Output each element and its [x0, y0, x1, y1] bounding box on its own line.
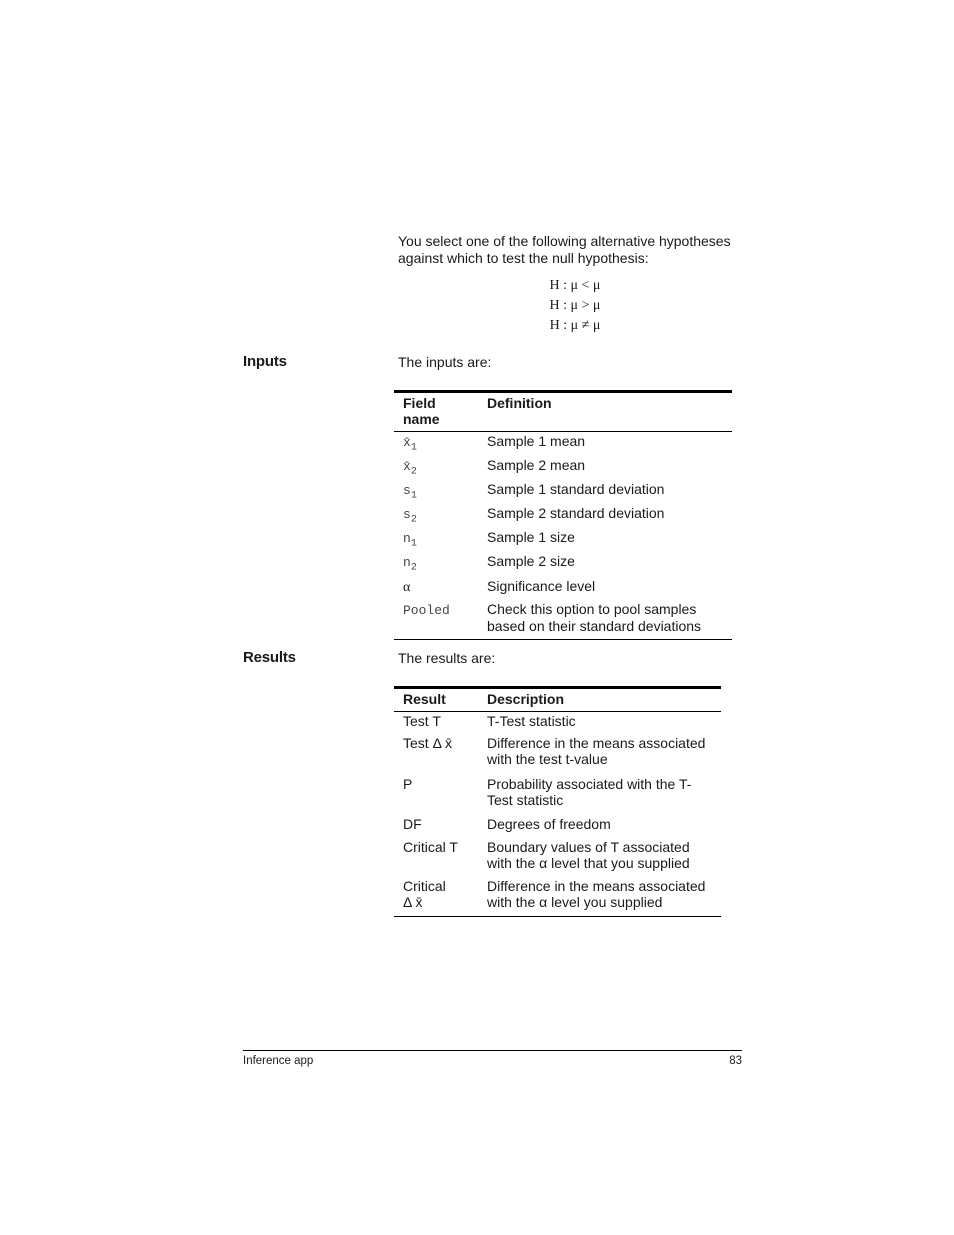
- table-row: [394, 839, 721, 878]
- field-cell: $x̄_2$: [403, 459, 417, 478]
- inputs-table-header: [394, 392, 732, 432]
- result-cell: Critical T: [403, 838, 458, 855]
- hypothesis-less: H : μ < μ: [549, 278, 601, 293]
- results-col-description: Description: [478, 688, 721, 712]
- table-row: [394, 878, 721, 917]
- table-row: [394, 505, 732, 529]
- table-row: [394, 776, 721, 816]
- footer-rule: [243, 1050, 742, 1051]
- definition-cell: Sample 2 mean: [487, 457, 586, 474]
- field-cell: Pooled: [394, 601, 478, 640]
- result-cell: Test Δ x̄: [403, 734, 453, 751]
- table-row: [394, 529, 732, 553]
- definition-cell: Sample 2 size: [487, 553, 575, 570]
- footer-section-name: Inference app: [243, 1055, 314, 1067]
- intro-paragraph: [398, 233, 738, 267]
- results-lead: The results are:: [398, 650, 496, 666]
- intro-line-1: You select one of the following alternative hypotheses: [398, 233, 731, 249]
- description-cell: T-Test statistic: [487, 713, 576, 729]
- definition-cell: Sample 1 standard deviation: [487, 481, 665, 498]
- result-cell: Test T: [403, 713, 441, 729]
- definition-cell: Significance level: [487, 577, 596, 594]
- result-cell: DF: [403, 815, 422, 832]
- results-table: [394, 686, 721, 917]
- definition-cell: Check this option to pool samples based on their standard deviations: [478, 601, 732, 640]
- intro-line-2: against which to test the null hypothesis:: [398, 250, 649, 266]
- definition-cell: Sample 2 standard deviation: [487, 505, 665, 522]
- table-row: [394, 457, 732, 481]
- table-row: [394, 432, 732, 458]
- description-cell: Degrees of freedom: [487, 815, 611, 832]
- description-cell: Boundary values of T associated with the α level that you supplied: [487, 838, 690, 871]
- inputs-heading: Inputs: [243, 353, 287, 370]
- description-cell: Difference in the means associated with the test t-value: [487, 734, 706, 767]
- field-cell: α: [403, 579, 411, 595]
- table-row: [394, 816, 721, 839]
- field-cell: $n_2$: [403, 555, 417, 575]
- description-cell: Difference in the means associated with the α level you supplied: [478, 878, 721, 917]
- hypothesis-greater: H : μ > μ: [549, 298, 601, 313]
- table-row: [394, 481, 732, 505]
- results-heading: Results: [243, 649, 296, 666]
- table-row: [394, 578, 732, 602]
- table-row: [394, 553, 732, 577]
- description-cell: Probability associated with the T-Test statistic: [487, 775, 692, 808]
- field-cell: $n_1$: [403, 531, 417, 550]
- results-table-header: [394, 688, 721, 712]
- result-cell: P: [403, 775, 413, 792]
- field-cell: $s_1$: [403, 483, 417, 502]
- definition-cell: Sample 1 mean: [487, 433, 586, 449]
- inputs-col-definition: Definition: [478, 392, 732, 432]
- inputs-lead: The inputs are:: [398, 354, 492, 370]
- inputs-col-field: Field name: [394, 392, 478, 432]
- table-row: [394, 735, 721, 776]
- field-cell: $x̄_1$: [403, 435, 417, 454]
- definition-cell: Sample 1 size: [487, 529, 575, 546]
- table-row: [394, 601, 732, 640]
- footer-page-number: 83: [729, 1055, 742, 1067]
- table-row: [394, 712, 721, 735]
- results-col-result: Result: [394, 688, 478, 712]
- field-cell: $s_2$: [403, 507, 417, 526]
- inputs-table: [394, 390, 732, 640]
- hypothesis-not-equal: H : μ ≠ μ: [549, 318, 601, 333]
- result-cell: Critical Δ x̄: [394, 878, 478, 917]
